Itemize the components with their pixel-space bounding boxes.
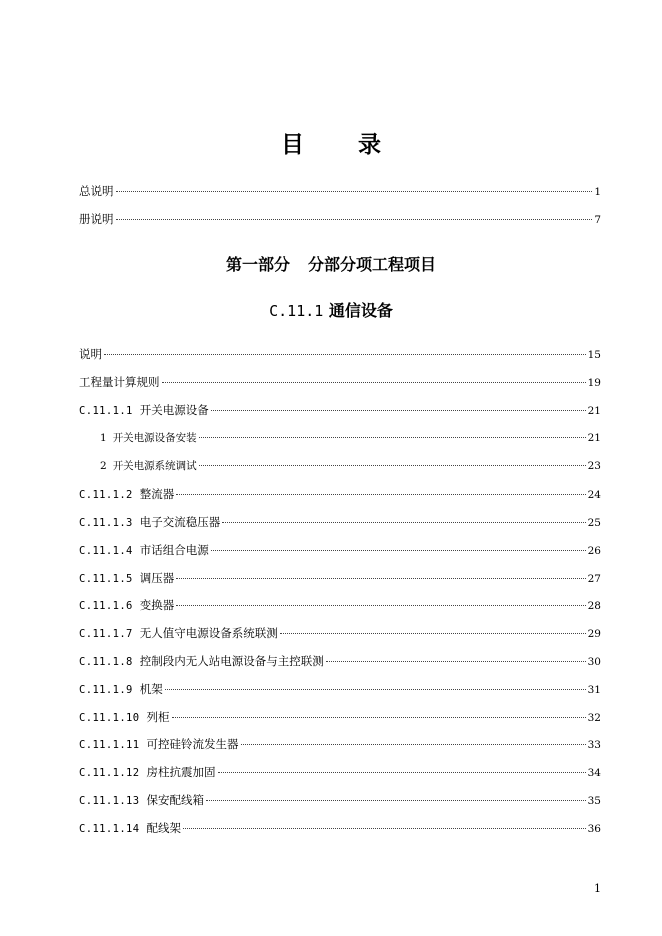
toc-entry-label: 开关电源系统调试 [112, 460, 197, 472]
toc-entry-label: 可控硅铃流发生器 [146, 737, 239, 751]
toc-entry-label: 整流器 [139, 487, 175, 501]
section-heading [0, 298, 662, 321]
toc-entry-page: 15 [587, 349, 601, 361]
toc-entry-label: 配线架 [146, 821, 181, 835]
toc-entry-label: 总说明 [79, 184, 114, 198]
toc-subentry[interactable] [100, 459, 601, 473]
toc-entry[interactable] [79, 737, 601, 752]
toc-entry-page: 30 [587, 656, 601, 668]
toc-entry-code: C.11.1.5 [79, 573, 133, 585]
toc-entry[interactable] [79, 654, 601, 669]
toc-entry-page: 21 [587, 405, 601, 417]
toc-entry-label: 市话组合电源 [139, 543, 209, 557]
toc-subentry-number: 1 [100, 432, 107, 444]
dot-leader [165, 689, 586, 690]
toc-entry[interactable] [79, 598, 601, 613]
dot-leader [183, 828, 586, 829]
toc-entry-label: 保安配线箱 [146, 793, 204, 807]
toc-entry-page: 7 [594, 214, 601, 226]
toc-entry-page: 31 [587, 684, 601, 696]
toc-entry-page: 21 [587, 432, 601, 444]
toc-entry-code: C.11.1.8 [79, 656, 133, 668]
dot-leader [162, 382, 586, 383]
toc-entry-page: 32 [587, 712, 601, 724]
dot-leader [218, 772, 586, 773]
toc-entry-page: 28 [587, 600, 601, 612]
dot-leader [104, 354, 586, 355]
toc-subentry[interactable] [100, 431, 601, 445]
toc-entry-page: 35 [587, 795, 601, 807]
toc-entry-code: C.11.1.1 [79, 405, 133, 417]
dot-leader [176, 578, 585, 579]
toc-entry-page: 26 [587, 545, 601, 557]
dot-leader [199, 437, 586, 438]
toc-entry-page: 25 [587, 517, 601, 529]
toc-subentry-number: 2 [100, 460, 107, 472]
toc-entry-label: 开关电源设备安装 [112, 432, 197, 444]
toc-entry-page: 1 [594, 186, 601, 198]
toc-entry[interactable] [79, 543, 601, 558]
toc-entry[interactable] [79, 793, 601, 808]
part-heading-part: 第一部分 [225, 255, 290, 274]
toc-entry-label: 列柜 [146, 710, 170, 724]
toc-entry-code: C.11.1.14 [79, 823, 140, 835]
toc-entry[interactable] [79, 571, 601, 586]
toc-entry-general-notes[interactable] [79, 184, 601, 199]
toc-entry-label: 调压器 [139, 571, 175, 585]
toc-entry[interactable] [79, 403, 601, 418]
page-number: 1 [594, 882, 601, 895]
toc-entry-code: C.11.1.7 [79, 628, 133, 640]
dot-leader [211, 410, 586, 411]
toc-entry-page: 36 [587, 823, 601, 835]
toc-entry-code: C.11.1.2 [79, 489, 133, 501]
toc-entry-label: 册说明 [79, 212, 114, 226]
toc-entry-code: C.11.1.3 [79, 517, 133, 529]
toc-entry-code: C.11.1.13 [79, 795, 140, 807]
title-char-1: 目 [281, 131, 304, 158]
toc-entry[interactable] [79, 515, 601, 530]
toc-entry-code: C.11.1.10 [79, 712, 140, 724]
toc-entry-label: 机架 [139, 682, 163, 696]
toc-entry[interactable] [79, 375, 601, 390]
part-heading-name: 分部分项工程项目 [308, 255, 437, 274]
toc-entry-code: C.11.1.12 [79, 767, 140, 779]
toc-entry-code: C.11.1.4 [79, 545, 133, 557]
toc-entry[interactable] [79, 347, 601, 362]
section-heading-code: C.11.1 [269, 302, 324, 320]
toc-entry[interactable] [79, 765, 601, 780]
dot-leader [199, 465, 586, 466]
part-heading [0, 252, 662, 275]
toc-entry-page: 27 [587, 573, 601, 585]
toc-entry-code: C.11.1.9 [79, 684, 133, 696]
dot-leader [326, 661, 586, 662]
toc-entry-label: 工程量计算规则 [79, 375, 160, 389]
toc-entry-page: 23 [587, 460, 601, 472]
toc-entry-page: 24 [587, 489, 601, 501]
dot-leader [206, 800, 586, 801]
dot-leader [211, 550, 586, 551]
toc-entry[interactable] [79, 821, 601, 836]
title-char-2: 录 [358, 131, 381, 158]
toc-entry-label: 电子交流稳压器 [139, 515, 221, 529]
dot-leader [116, 191, 593, 192]
dot-leader [241, 744, 586, 745]
toc-entry-label: 房柱抗震加固 [146, 765, 216, 779]
toc-entry-volume-notes[interactable] [79, 212, 601, 227]
dot-leader [176, 605, 585, 606]
toc-entry-label: 控制段内无人站电源设备与主控联测 [139, 654, 324, 668]
toc-entry-code: C.11.1.11 [79, 739, 140, 751]
toc-entry-page: 34 [587, 767, 601, 779]
dot-leader [176, 494, 585, 495]
toc-entry-page: 29 [587, 628, 601, 640]
dot-leader [172, 717, 586, 718]
toc-title [0, 126, 662, 159]
toc-entry-label: 无人值守电源设备系统联测 [139, 626, 278, 640]
toc-entry[interactable] [79, 710, 601, 725]
dot-leader [280, 633, 586, 634]
toc-entry-label: 开关电源设备 [139, 403, 209, 417]
toc-entry-page: 19 [587, 377, 601, 389]
toc-entry-label: 变换器 [139, 598, 175, 612]
toc-entry-page: 33 [587, 739, 601, 751]
section-heading-name: 通信设备 [328, 301, 393, 320]
toc-entry-code: C.11.1.6 [79, 600, 133, 612]
dot-leader [116, 219, 593, 220]
toc-entry[interactable] [79, 626, 601, 641]
dot-leader [222, 522, 585, 523]
toc-entry[interactable] [79, 487, 601, 502]
toc-entry[interactable] [79, 682, 601, 697]
toc-entry-label: 说明 [79, 347, 102, 361]
